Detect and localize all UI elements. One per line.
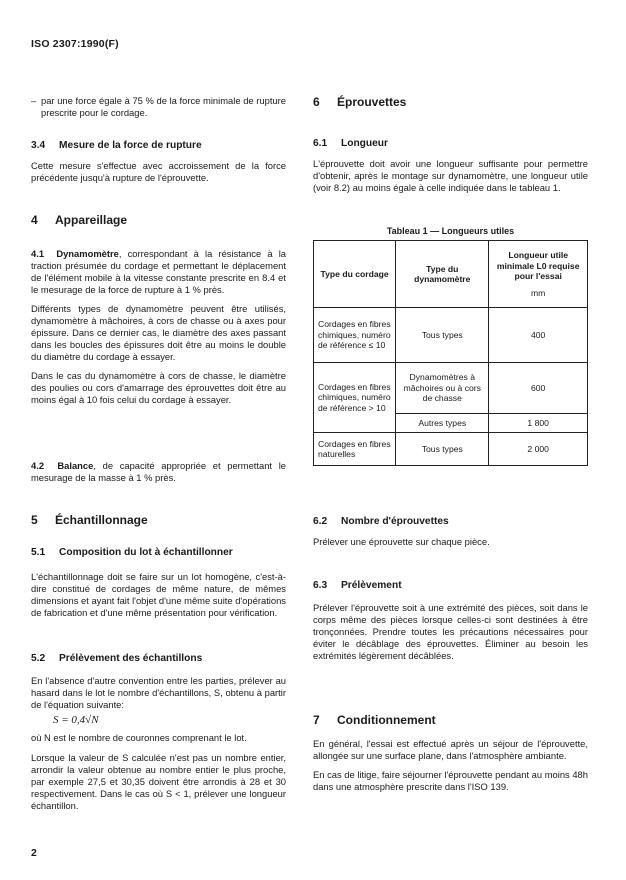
table-header-row [314,241,588,308]
paragraph: Prélever une éprouvette sur chaque pièce. [313,536,490,547]
paragraph: En l'absence d'autre convention entre les parties, prélever au hasard dans le lot le nombre d'échantillons, S, obtenu à partir de l'équation suivante: [31,675,286,710]
paragraph: 4.1 Dynamomètre, correspondant à la résistance à la traction présumée du cordage et permettant le déplacement de l'élément mobile à la vitesse constante prescrite en 8.4 et le mesurage de la force de rupture à 1 % près. [31,248,286,295]
section-6-heading: 6 Éprouvettes [313,95,407,109]
section-7-heading: 7 Conditionnement [313,713,436,727]
section-heading: 3.4 Mesure de la force de rupture [31,140,202,151]
table-row: Cordages en fibres chimiques, numéro de référence ≤ 10 Tous types 400 [314,308,588,363]
lengths-table [313,240,588,466]
section-5-1: 5.1 Composition du lot à échantillonner L'échantillonnage doit se faire sur un lot homogène, c'est-à-dire constitué de cordages de même nature, de mêmes dimensions et ayant fait l'objet d'une même suite d'opérations de fabrication et d'une même présentation pour vérification. [31,547,286,618]
section-4-heading: 4 Appareillage [31,213,128,227]
table-caption: Tableau 1 — Longueurs utiles [386,226,515,236]
paragraph: L'échantillonnage doit se faire sur un lot homogène, c'est-à-dire constitué de cordages de même nature, de mêmes dimensions et ayant fait l'objet d'une même suite d'opérations de fabrication et d'une même présentation pour vérification. [31,571,286,618]
section-5-heading: 5 Échantillonnage [31,513,148,527]
formula: S = 0,4√N [53,714,99,726]
section-4-1 [31,248,286,406]
paragraph: Prélever l'éprouvette soit à une extrémité des pièces, soit dans le corps même des pièces lorsque celles-ci sont destinées à être tronçonnées. Prendre toutes les précautions nécessaires pour éviter le décâblage des éprouvettes. Éliminer au besoin les extrémités légèrement décâblées. [313,602,588,661]
paragraph: 4.2 Balance, de capacité appropriée et permettant le mesurage de la masse à 1 % près. [31,460,286,483]
section-6-3: 6.3 Prélèvement Prélever l'éprouvette soit à une extrémité des pièces, soit dans le corps même des pièces lorsque celles-ci sont destinées à être tronçonnées. Prendre toutes les précautions nécessaires pour éviter le décâblage des éprouvettes. Éliminer au besoin les extrémités légèrement décâblées. [313,580,588,661]
col-header-dynamometre: Type du dynamomètre [396,241,489,308]
section-4-2 [31,460,286,484]
page-number: 2 [31,847,37,859]
table-row: Cordages en fibres naturelles Tous types 2 000 [314,433,588,466]
table-1 [313,226,588,466]
paragraph: Dans le cas du dynamomètre à cors de chasse, le diamètre des poulies ou cors d'amarrage des éprouvettes doit être au moins égal à 10 fois celui du cordage à essayer. [31,370,286,405]
document-header: ISO 2307:1990(F) [31,38,119,50]
paragraph: L'éprouvette doit avoir une longueur suffisante pour permettre d'obtenir, après le montage sur dynamomètre, une longueur utile (voir 8.2) au moins égale à celle indiquée dans le tableau 1. [313,158,588,193]
table-row: Cordages en fibres chimiques, numéro de référence > 10 Dynamomètres à mâchoires ou à cors de chasse 600 [314,363,588,414]
paragraph: Cette mesure s'effectue avec accroissement de la force précédente jusqu'à rupture de l'éprouvette. [31,160,286,183]
paragraph: Lorsque la valeur de S calculée n'est pas un nombre entier, arrondir la valeur obtenue au nombre entier le plus proche, par exemple 27,5 et 30,35 doivent être arrondis à 28 et 30 respectivement. Dans le cas où S < 1, prélever une longueur échantillon. [31,752,286,811]
paragraph: Différents types de dynamomètre peuvent être utilisés, dynamomètre à mâchoires, à cors de chasse ou à axes pour épissure. Dans ce dernier cas, le diamètre des axes passant dans les boucles des épissures doit être au moins le double du diamètre du cordage à essayer. [31,303,286,362]
col-header-cordage: Type du cordage [314,241,396,308]
section-6-2: 6.2 Nombre d'éprouvettes Prélever une éprouvette sur chaque pièce. [313,516,588,548]
section-3-4 [31,140,286,184]
section-5-2: 5.2 Prélèvement des échantillons En l'absence d'autre convention entre les parties, prélever au hasard dans le lot le nombre d'échantillons, S, obtenu à partir de l'équation suivante: S = 0,4√N où N est le nombre de couronnes comprenant le lot. Lorsque la valeur de S calculée n'est pas un nombre entier, arrondir la valeur obtenue au nombre entier le plus proche, par exemple 27,5 et 30,35 doivent être arrondis à 28 et 30 respectivement. Dans le cas où S < 1, prélever une longueur échantillon. [31,653,286,811]
list-item-continuation: – par une force égale à 75 % de la force minimale de rupture prescrite pour le cordage. [31,95,286,118]
section-6-1: 6.1 Longueur L'éprouvette doit avoir une longueur suffisante pour permettre d'obtenir, après le montage sur dynamomètre, une longueur utile (voir 8.2) au moins égale à celle indiquée dans le tableau 1. [313,138,588,193]
section-7 [313,738,588,793]
paragraph: En général, l'essai est effectué après un séjour de l'éprouvette, allongée sur une surface plane, dans l'atmosphère ambiante. [313,738,588,761]
paragraph: En cas de litige, faire séjourner l'éprouvette pendant au moins 48h dans une atmosphère prescrite dans l'ISO 139. [313,769,588,792]
paragraph: où N est le nombre de couronnes comprenant le lot. [31,732,247,743]
table-row: Autres types 1 800 [314,414,588,433]
col-header-longueur: Longueur utile minimale L0 requise pour l'essai mm [489,241,588,308]
